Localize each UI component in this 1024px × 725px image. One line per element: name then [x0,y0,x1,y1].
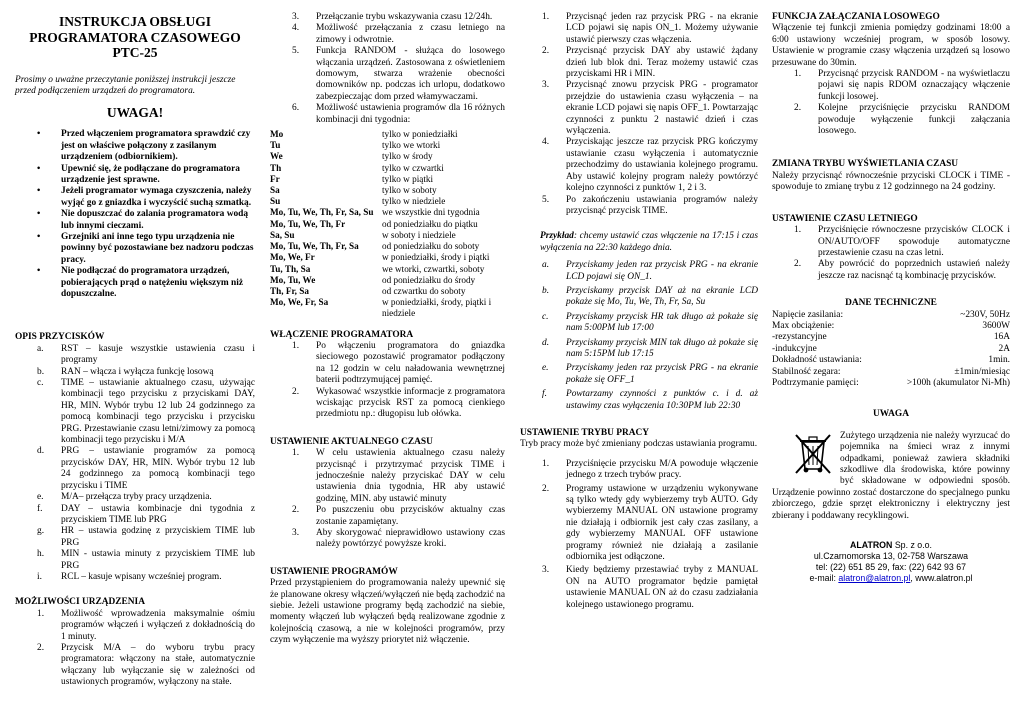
list-item [15,526,255,549]
tech-value: 2A [998,343,1010,354]
list-text: Kiedy będziemy przestawiać tryby z MANUAL ON na AUTO programator będzie pamiętał ustawienie MANUAL ON aż do czasu zadziałania kolejnego ustawionego programu. [566,565,758,610]
company-phones: tel: (22) 651 85 29, fax: (22) 642 93 67 [815,562,967,573]
day-description: tylko w czwartki [382,162,444,173]
day-code: Fr [270,173,280,184]
tech-section-title: DANE TECHNICZNE [845,298,937,309]
dst-list [772,225,1010,282]
list-item [520,46,758,80]
day-combination-row [270,275,505,286]
list-item [772,69,1010,103]
example-label: Przykład [540,231,574,242]
warning-item: • Upewnić się, że podłączane do programatora urządzenie jest sprawne. [61,164,255,187]
tech-label: Dokładność ustawiania: [772,355,862,366]
warnings-list [15,129,255,300]
features-list [15,609,255,689]
day-description: tylko w piątki [382,173,434,184]
title-line-1: INSTRUKCJA OBSŁUGI [59,14,211,29]
day-combination-row [270,286,505,297]
list-item [270,103,505,126]
day-combination-row [270,230,505,241]
list-marker: d. [542,337,550,348]
list-text: Kolejne przyciśnięcie przycisku RANDOM powoduje wyłączenie funkcji załączania losowego. [818,103,1010,137]
list-marker: b. [37,366,45,377]
time-format-section-title: ZMIANA TRYBU WYŚWIETLANIA CZASU [772,159,959,170]
list-text: HR – ustawia godzinę z przyciskiem TIME lub PRG [61,526,255,548]
features-list-continued [270,12,505,126]
disposal-text: Zużytego urządzenia nie należy wyrzucać do pojemnika na śmieci wraz z innymi odpadkami, ponieważ zawiera składniki szkodliwe dla środowiska, które powinny być składowane w odpowiedni sposób. Urządzenie powinno zostać dostarczone do specjalnego punku zbiorczego, gdzie sprzęt elektroniczny i elektryczny jest zbierany i poddawany recyklingowi. [772,430,1010,521]
list-marker: 3. [292,528,300,539]
tech-value: ±1min/miesiąc [954,366,1010,377]
list-item [772,103,1010,137]
day-description: w soboty i niedziele [382,229,456,240]
list-marker: a. [37,343,44,354]
day-description: tylko w poniedziałki [382,129,458,140]
programs-section-title: USTAWIENIE PROGRAMÓW [270,566,398,577]
random-list [772,69,1010,137]
list-item [270,528,505,551]
column-4 [772,12,1010,584]
list-item [520,338,758,361]
tech-row [772,321,1010,332]
day-code: Mo, Tu, We [270,274,316,285]
disposal-title: UWAGA [873,409,909,420]
day-description: od poniedziałku do piątku [382,218,478,229]
list-text: Przyciskamy jeden raz przycisk PRG - na ekranie LCD pojawi się ON_1. [566,260,758,282]
day-description: we wtorki, czwartki, soboty [382,263,485,274]
list-text: Programy ustawione w urządzeniu wykonywane są tylko wtedy gdy wybierzemy tryb AUTO. Gdy wybierzemy MANUAL ON ustawione programy nie działają i odbiornik jest cały czas zasilany, a gdy wybierzemy MANUAL OFF ustawione programy również nie działają a zasilanie odbiornika jest odłączone. [566,483,758,563]
list-marker: e. [37,492,44,503]
list-text: Po włączeniu programatora do gniazdka sieciowego pozostawić programator podłączony na 12 godzin w celu naładowania wewnętrznej baterii podtrzymującej pamięć. [316,340,505,386]
list-text: W celu ustawienia aktualnego czasu należy przycisnąć i przytrzymać przycisk TIME i jednocześnie należy przyciskać DAY w celu ustawienia dnia tygodnia, HR aby ustawić godzinę, MIN. aby ustawić minuty [316,448,505,504]
tech-label: Max obciążenie: [772,320,835,331]
list-marker: h. [37,549,45,560]
day-code: Mo, We, Fr [270,252,315,263]
list-item [15,344,255,367]
day-description: we wszystkie dni tygodnia [382,207,480,218]
list-text: Przyciskając jeszcze raz przycisk PRG kończymy ustawianie czasu wyłączenia i automatycznie przechodzimy do ustawiania kolejnego programu. Aby ustawić kolejny program należy powtórzyć kolejno czynności z punktów 1, 2 i 3. [566,137,758,194]
list-text: Przycisnąć znowu przycisk PRG - programator przejdzie do ustawienia czasu wyłączenia – na ekranie LCD pojawi się napis OFF_1. Powtarzając czynności z punktu 2 nastawić dzień i czas wyłączenia. [566,80,758,137]
list-text: Przyciskamy przycisk DAY aż na ekranie LCD pokaże się Mo, Tu, We, Th, Fr, Sa, Su [566,285,758,308]
list-marker: f. [37,503,43,514]
day-combinations-table [270,129,505,319]
list-marker: 3. [542,565,550,576]
list-text: Aby powrócić do poprzednich ustawień należy jeszcze raz nacisnąć tą kombinację przycisków. [818,259,1010,281]
list-item [15,643,255,689]
email-link[interactable]: alatron@alatron.pl [838,573,911,584]
day-code: Tu [270,140,281,151]
list-marker: 3. [542,80,550,91]
tech-table [772,310,1010,390]
list-item [15,504,255,527]
list-item [15,367,255,378]
list-text: TIME – ustawianie aktualnego czasu, używając kombinacji tego przycisku z przyciskami DAY, HR, MIN. Wybór trybu 12 lub 24 godzinnego za pomocą kombinacji tego przycisku i przycisku PRG. Przestawianie czasu letni/zimowy za pomocą kombinacji tego przycisku i M/A [61,378,255,446]
list-text: Przyciśnięcie równoczesne przycisków CLOCK i ON/AUTO/OFF spowoduje automatyczne przestawienie czasu na czas letni. [818,225,1010,258]
day-description: od poniedziałku do soboty [382,241,480,252]
tech-row [772,344,1010,355]
list-marker: 1. [794,69,802,80]
list-text: RCL – kasuje wpisany wcześniej program. [61,571,222,582]
list-text: Wykasować wszystkie informacje z programatora wciskając przycisk RST za pomocą cienkiego przedmiotu np.: długopisu lub ołówka. [316,386,505,420]
list-marker: c. [37,378,44,389]
buttons-list [15,344,255,584]
list-item [15,492,255,503]
random-section-title: FUNKCJA ZAŁĄCZANIA LOSOWEGO [772,12,940,22]
warning-title: UWAGA! [106,105,164,121]
list-text: Po zakończeniu ustawiania programów należy przycisnąć przycisk TIME. [566,194,758,216]
mode-section-title: USTAWIENIE TRYBU PRACY [520,428,650,438]
list-item [270,341,505,387]
list-item [520,286,758,309]
warning-item: • Nie podłączać do programatora urządzeń, pobierających prąd o natężeniu większym niż dopuszczalne. [61,266,255,300]
list-item [15,609,255,643]
list-marker: 1. [542,12,550,22]
example-text: : chcemy ustawić czas włączenie na 17:15 i czas wyłączenia na 22:30 każdego dnia. [540,231,758,253]
title-line-3: PTC-25 [112,45,158,60]
day-description: tylko w niedziele [382,196,446,207]
list-text: PRG – ustawianie programów za pomocą przycisków DAY, HR, MIN. Wybór trybu 12 lub 24 godzinnego za pomocą kombinacji tego przycisku i TIME [61,446,255,491]
list-item [520,363,758,386]
list-marker: 2. [794,103,802,114]
day-code: Mo, We, Fr, Sa [270,297,329,308]
list-text: Po puszczeniu obu przycisków aktualny czas zostanie zapamiętany. [316,505,505,527]
example-intro [520,231,758,254]
list-item [520,195,758,218]
random-text: Włączenie tej funkcji zmienia pomiędzy godzinami 18:00 a 6:00 ustawiony wcześniej program, w sposób losowy. Ustawienie w programie czasy włączenia urządzeń są losowo przesuwane do 30min. [772,23,1010,68]
tech-row [772,378,1010,389]
list-item [270,12,505,23]
list-item [15,446,255,492]
crossed-bin-icon [792,431,834,475]
day-code: Th [270,162,282,173]
list-item [520,137,758,194]
column-1 [15,12,255,689]
day-code: Mo, Tu, We, Th, Fr, Sa, Su [270,207,374,218]
tech-label: -indukcyjne [772,343,817,354]
day-description: w poniedziałki, środy i piątki [382,252,490,263]
list-marker: 2. [794,259,802,270]
day-combination-row [270,207,505,218]
list-item [520,484,758,564]
tech-row [772,310,1010,321]
list-marker: f. [542,389,547,400]
company-contact [772,573,1010,584]
list-item [772,225,1010,259]
list-text: Przyciskamy jeden raz przycisk PRG - na ekranie pokaże się OFF_1 [566,363,758,385]
list-item [520,260,758,283]
list-marker: 1. [292,448,300,459]
list-item [270,387,505,421]
tech-label: Stabilność zegara: [772,366,841,377]
day-code: Su [270,196,281,207]
tech-value: 1min. [988,355,1010,366]
tech-label: Podtrzymanie pamięci: [772,377,859,388]
list-text: Przycisnąć jeden raz przycisk PRG - na ekranie LCD pojawi się napis ON_1. Możemy używanie ustawić pierwszy czas włączenia. [566,12,758,45]
tech-row [772,332,1010,343]
day-combination-row [270,264,505,275]
day-code: We [270,151,283,162]
list-text: RST – kasuje wszystkie ustawienia czasu i programy [61,343,255,366]
day-combination-row [270,196,505,207]
program-steps-list [520,12,758,217]
list-marker: 2. [292,386,300,397]
list-item [270,505,505,528]
warning-item: • Nie dopuszczać do zalania programatora wodą lub innymi cieczami. [61,209,255,232]
list-marker: b. [542,285,550,296]
day-combination-row [270,163,505,174]
list-text: Przycisnąć przycisk RANDOM - na wyświetlaczu pojawi się napis RDOM oznaczający włączenie funkcji losowej. [818,69,1010,102]
list-item [270,23,505,46]
disposal-notice [772,431,1010,522]
dst-section-title: USTAWIENIE CZASU LETNIEGO [772,213,918,224]
list-marker: 6. [292,103,300,114]
tech-value: 3600W [982,320,1010,331]
list-item [520,389,758,412]
features-section-title: MOŻLIWOŚCI URZĄDZENIA [15,597,145,608]
mode-list [520,459,758,611]
tech-label: -rezystancyjne [772,332,827,343]
tech-value: >100h (akumulator Ni-Mh) [906,377,1010,388]
day-combination-row [270,219,505,230]
tech-value: 16A [993,332,1010,343]
list-text: Powtarzamy czynności z punktów c. i d. aż ustawimy czas wyłączenia 10:30PM lub 22:30 [566,389,758,411]
day-description: tylko w środy [382,151,433,162]
day-description: tylko we wtorki [382,140,441,151]
company-line [772,540,1010,551]
current-time-section-title: USTAWIENIE AKTUALNEGO CZASU [270,436,433,447]
current-time-list [270,448,505,551]
day-code: Sa [270,185,280,196]
warning-item: • Jeżeli programator wymaga czyszczenia, należy wyjąć go z gniazdka i wyczyścić suchą szmatką. [61,186,255,209]
document-title [15,14,255,61]
company-info [772,540,1010,584]
list-marker: c. [542,311,549,322]
tech-row [772,355,1010,366]
list-marker: 1. [542,458,550,469]
intro-text: Prosimy o uważne przeczytanie poniższej instrukcji jeszcze przed podłączeniem urządzeń do programatora. [15,74,236,96]
day-combination-row [270,174,505,185]
warning-item: • Przed włączeniem programatora sprawdzić czy jest on właściwe połączony z zasilanym urządzeniem (odbiornikiem). [61,129,255,163]
list-marker: 2. [37,642,45,653]
day-description: od czwartku do soboty [382,285,466,296]
list-item [520,80,758,137]
day-combination-row [270,140,505,151]
list-text: Możliwość przełączania z czasu letniego na zimowy i odwrotnie. [316,23,505,45]
list-marker: 2. [542,46,550,57]
list-text: Przycisnąć przycisk DAY aby ustawić żądany dzień lub blok dni. Teraz możemy ustawić czas przyciskami HR i MIN. [566,46,758,80]
list-item [15,549,255,572]
day-code: Mo, Tu, We, Th, Fr [270,218,346,229]
column-2 [270,12,505,647]
list-text: DAY – ustawia kombinacje dni tygodnia z przyciskiem TIME lub PRG [61,503,255,525]
day-combination-row [270,252,505,263]
mode-text: Tryb pracy może być zmieniany podczas ustawiania programu. [520,439,758,450]
day-combination-row [270,241,505,252]
list-text: Przyciśnięcie przycisku M/A powoduje włączenie jednego z trzech trybów pracy. [566,458,758,481]
list-marker: 3. [292,12,300,22]
list-item [520,12,758,46]
website: , www.alatron.pl [910,573,973,584]
list-marker: 2. [542,483,550,494]
list-item [520,459,758,482]
list-text: Aby skorygować nieprawidłowo ustawiony czas należy powtórzyć powyższe kroki. [316,528,505,550]
list-marker: 4. [542,137,550,148]
list-marker: 2. [292,505,300,516]
list-marker: 1. [292,340,300,351]
list-text: MIN - ustawia minuty z przyciskiem TIME lub PRG [61,549,255,571]
title-line-2: PROGRAMATORA CZASOWEGO [29,29,241,45]
list-item [772,259,1010,282]
list-marker: e. [542,363,549,374]
list-text: Możliwość ustawienia programów dla 16 różnych kombinacji dni tygodnia: [316,103,505,125]
company-name: ALATRON [850,540,893,551]
day-combination-row [270,129,505,140]
list-marker: g. [37,526,45,537]
list-text: M/A– przełącza tryby pracy urządzenia. [61,492,212,503]
list-text: RAN – włącza i wyłącza funkcję losową [61,366,214,377]
list-marker: 1. [37,608,45,619]
list-item [520,565,758,611]
list-text: Funkcja RANDOM - służąca do losowego włączania urządzeń. Zastosowana z oświetleniem domowym, stwarza wrażenie obecności domowników np. podczas ich urlopu, dodatkowo zabezpieczając dom przed włamywaczami. [316,46,505,102]
day-code: Mo, Tu, We, Th, Fr, Sa [270,241,359,252]
tech-value: ~230V, 50Hz [960,309,1010,320]
email-label: e-mail: [809,573,839,584]
list-item [15,378,255,446]
list-marker: 5. [292,46,300,57]
day-description: od poniedziałku do środy [382,274,476,285]
list-item [520,312,758,335]
list-text: Możliwość wprowadzenia maksymalnie ośmiu programów włączeń i wyłączeń z dokładnością do 1 minuty. [61,608,255,642]
list-marker: d. [37,446,45,457]
day-description: tylko w soboty [382,185,437,196]
company-address: ul.Czarnomorska 13, 02-758 Warszawa [813,551,969,562]
time-format-text: Należy przycisnąć równocześnie przyciski CLOCK i TIME - spowoduje to zmianę trybu z 12 godzinnego na 24 godziny. [772,170,1010,193]
list-marker: 4. [292,23,300,34]
list-item [270,46,505,103]
list-text: Przełączanie trybu wskazywania czasu 12/24h. [316,12,493,22]
day-code: Sa, Su [270,229,295,240]
day-code: Th, Fr, Sa [270,285,309,296]
day-combination-row [270,151,505,162]
column-3 [520,12,758,611]
company-suffix: Sp. z o.o. [892,540,932,551]
list-marker: 5. [542,194,550,205]
list-marker: 1. [794,225,802,236]
list-text: Przyciskamy przycisk MIN tak długo aż pokaże się nam 5:15PM lub 17:15 [566,337,758,359]
day-code: Tu, Th, Sa [270,263,311,274]
programs-text: Przed przystąpieniem do programowania należy upewnić się że planowane okresy włączeń/wyłączeń nie będą zachodzić na siebie. Jeżeli ustawione programy będą zachodzić na siebie, momenty włączeń lub wyłączeń będą realizowane zgodnie z kolejnością czasową, a nie w kolejności programów, przy czym wyłączenie ma wyższy priorytet niż włączenie. [270,578,505,646]
warning-item: • Grzejniki ani inne tego typu urządzenia nie powinny być pozostawiane bez nadzoru podczas pracy. [61,232,255,266]
tech-row [772,367,1010,378]
power-on-list [270,341,505,421]
buttons-section-title: OPIS PRZYCISKÓW [15,332,105,343]
list-text: Przyciskamy przycisk HR tak długo aż pokaże się nam 5:00PM lub 17:00 [566,311,758,334]
day-description: w poniedziałki, środy, piątki i niedziele [382,297,492,319]
example-list [520,260,758,412]
power-on-section-title: WŁĄCZENIE PROGRAMATORA [270,329,414,340]
day-combination-row [270,297,505,319]
list-item [270,448,505,505]
list-marker: a. [542,260,550,271]
list-text: Przycisk M/A – do wyboru trybu pracy programatora: włączony na stałe, automatycznie włączany lub wyłączanie się w zależności od ustawionych programów, wyłączony na stałe. [61,642,255,688]
list-item [15,572,255,583]
list-marker: i. [37,571,42,582]
day-combination-row [270,185,505,196]
day-code: Mo [270,129,284,140]
tech-label: Napięcie zasilania: [772,309,844,320]
